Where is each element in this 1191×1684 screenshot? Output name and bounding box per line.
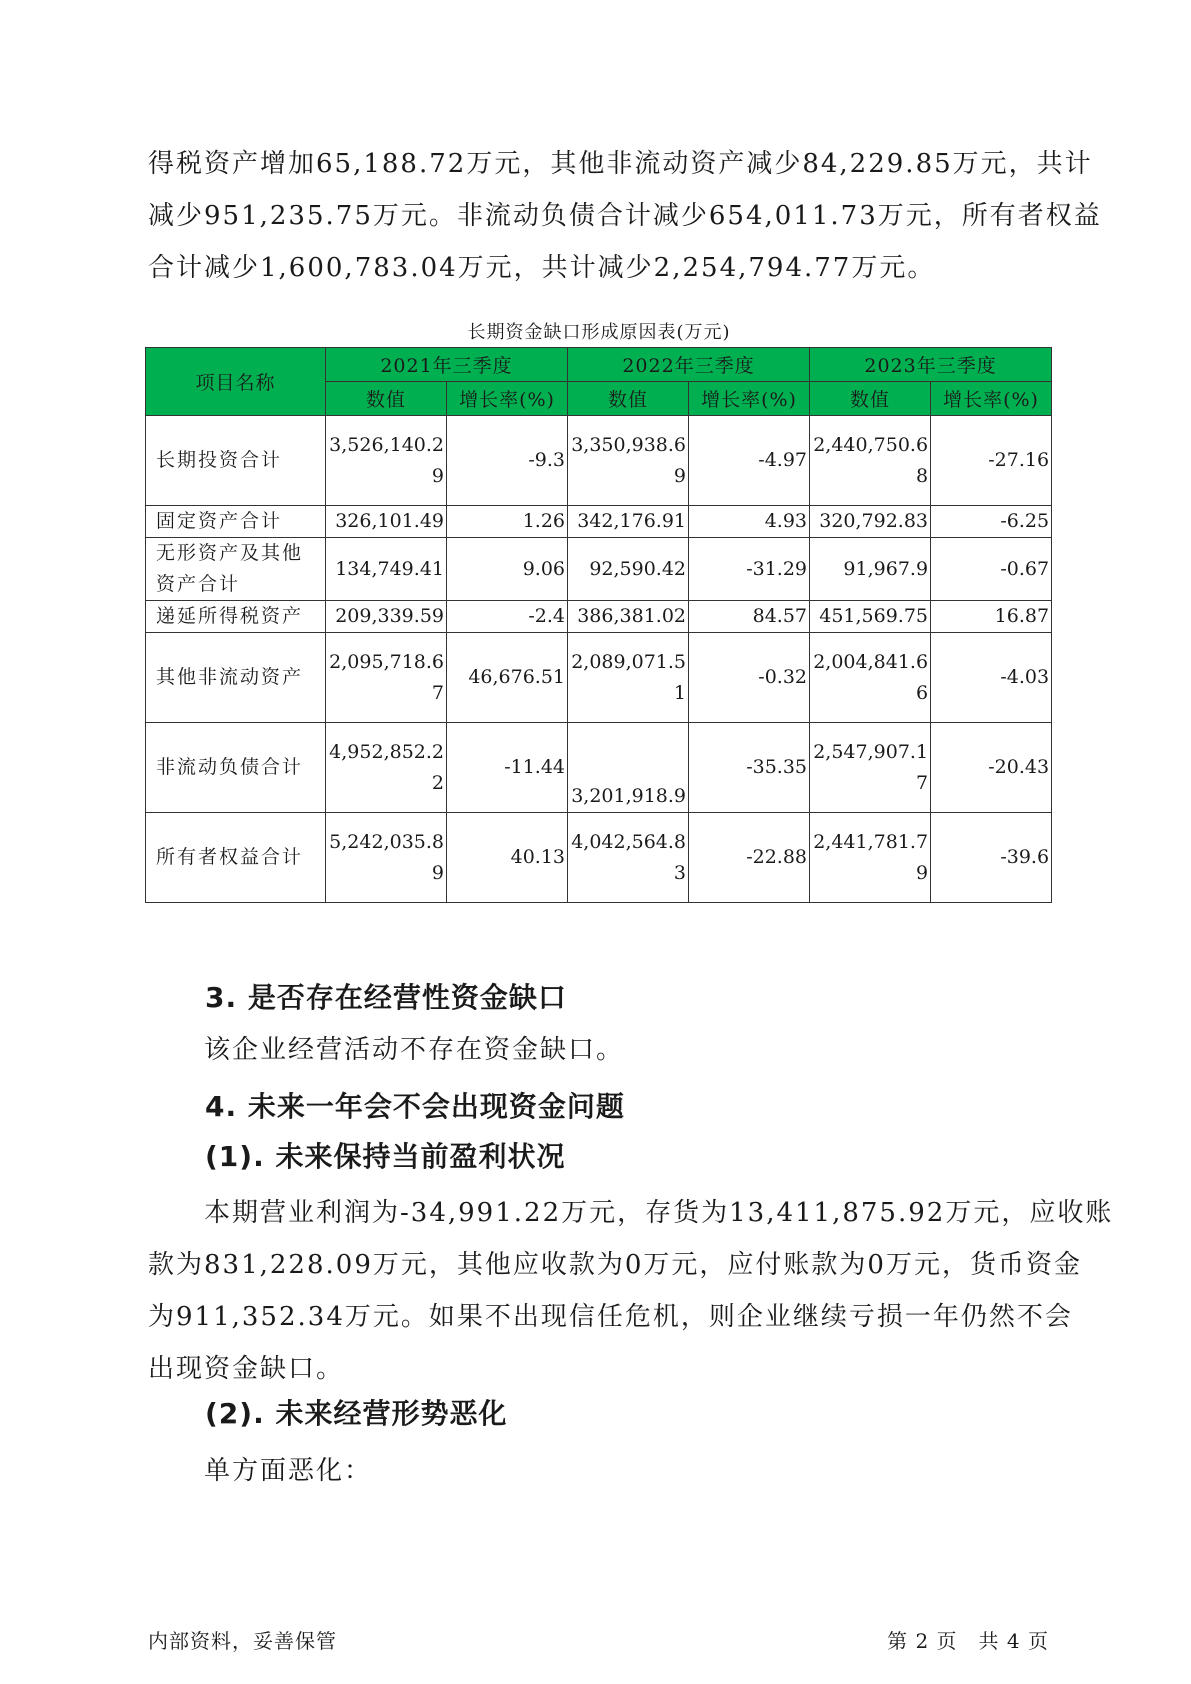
cell-growth: 9.06 [447,538,568,601]
cell-growth: -22.88 [689,813,810,903]
cell-growth: -4.03 [931,633,1052,723]
cell-growth: 4.93 [689,506,810,538]
cell-growth: 84.57 [689,601,810,633]
capital-gap-table [145,347,1052,903]
cell-value: 386,381.02 [568,601,689,633]
cell-value: 4,952,852.22 [326,723,447,813]
row-name: 所有者权益合计 [146,813,326,903]
cell-value: 2,441,781.79 [810,813,931,903]
cell-value: 326,101.49 [326,506,447,538]
cell-growth: -20.43 [931,723,1052,813]
paragraph-line: 合计减少1,600,783.04万元，共计减少2,254,794.77万元。 [148,253,936,283]
cell-growth: 46,676.51 [447,633,568,723]
cell-growth: -4.97 [689,416,810,506]
cell-growth: 40.13 [447,813,568,903]
section-3-text [148,1024,1048,1076]
paragraph-line: 出现资金缺口。 [148,1354,345,1384]
table-row [146,723,1052,813]
table-row [146,538,1052,601]
table-row [146,601,1052,633]
cell-value: 2,095,718.67 [326,633,447,723]
paragraph-line: 本期营业利润为-34,991.22万元，存货为13,411,875.92万元，应收账 [204,1198,1114,1228]
cell-growth: 1.26 [447,506,568,538]
paragraph-line: 单方面恶化： [204,1456,373,1486]
cell-value: 91,967.9 [810,538,931,601]
paragraph-line: 款为831,228.09万元，其他应收款为0万元，应付账款为0万元，货币资金 [148,1250,1082,1280]
table-header-row [146,348,1052,382]
cell-growth: -9.3 [447,416,568,506]
header-value: 数值 [568,382,689,416]
footer-confidential-note: 内部资料，妥善保管 [148,1629,337,1653]
row-name: 长期投资合计 [146,416,326,506]
paragraph-line: 为911,352.34万元。如果不出现信任危机，则企业继续亏损一年仍然不会 [148,1302,1073,1332]
cell-growth: -31.29 [689,538,810,601]
row-name: 其他非流动资产 [146,633,326,723]
cell-value: 3,526,140.29 [326,416,447,506]
cell-growth: -0.67 [931,538,1052,601]
header-growth: 增长率(%) [447,382,568,416]
section-4-1-heading: (1). 未来保持当前盈利状况 [205,1140,566,1173]
cell-value: 3,350,938.69 [568,416,689,506]
cell-value: 92,590.42 [568,538,689,601]
top-paragraph [148,138,1102,294]
cell-growth: 16.87 [931,601,1052,633]
header-period-2023: 2023年三季度 [810,348,1052,382]
cell-growth: -39.6 [931,813,1052,903]
cell-value: 451,569.75 [810,601,931,633]
section-4-2-text [148,1445,1048,1497]
row-name: 固定资产合计 [146,506,326,538]
section-4-1-text [148,1187,1114,1395]
paragraph-line: 减少951,235.75万元。非流动负债合计减少654,011.73万元，所有者权益 [148,201,1102,231]
footer-page-number: 第 2 页 共 4 页 [887,1629,1049,1653]
paragraph-line: 得税资产增加65,188.72万元，其他非流动资产减少84,229.85万元，共计 [148,149,1093,179]
table-row [146,416,1052,506]
cell-value: 2,004,841.66 [810,633,931,723]
cell-value: 2,440,750.68 [810,416,931,506]
header-period-2021: 2021年三季度 [326,348,568,382]
cell-value: 320,792.83 [810,506,931,538]
cell-value: 2,547,907.17 [810,723,931,813]
table-caption: 长期资金缺口形成原因表(万元) [467,322,731,343]
cell-growth: -27.16 [931,416,1052,506]
header-value: 数值 [326,382,447,416]
section-3-heading: 3. 是否存在经营性资金缺口 [205,981,567,1014]
section-4-heading: 4. 未来一年会不会出现资金问题 [205,1090,625,1123]
cell-value: 134,749.41 [326,538,447,601]
header-item-name: 项目名称 [146,348,326,416]
cell-value: 5,242,035.89 [326,813,447,903]
cell-growth: -35.35 [689,723,810,813]
row-name: 非流动负债合计 [146,723,326,813]
cell-growth: -0.32 [689,633,810,723]
header-growth: 增长率(%) [931,382,1052,416]
table-row [146,506,1052,538]
cell-growth: -2.4 [447,601,568,633]
cell-growth: -6.25 [931,506,1052,538]
row-name: 无形资产及其他资产合计 [146,538,326,601]
cell-value: 4,042,564.83 [568,813,689,903]
cell-growth: -11.44 [447,723,568,813]
header-growth: 增长率(%) [689,382,810,416]
header-value: 数值 [810,382,931,416]
cell-value: 2,089,071.51 [568,633,689,723]
section-4-2-heading: (2). 未来经营形势恶化 [205,1397,508,1430]
cell-value: 3,201,918.9 [568,723,689,813]
cell-value: 209,339.59 [326,601,447,633]
header-period-2022: 2022年三季度 [568,348,810,382]
row-name: 递延所得税资产 [146,601,326,633]
paragraph-line: 该企业经营活动不存在资金缺口。 [204,1035,625,1065]
table-row [146,813,1052,903]
table-row [146,633,1052,723]
cell-value: 342,176.91 [568,506,689,538]
